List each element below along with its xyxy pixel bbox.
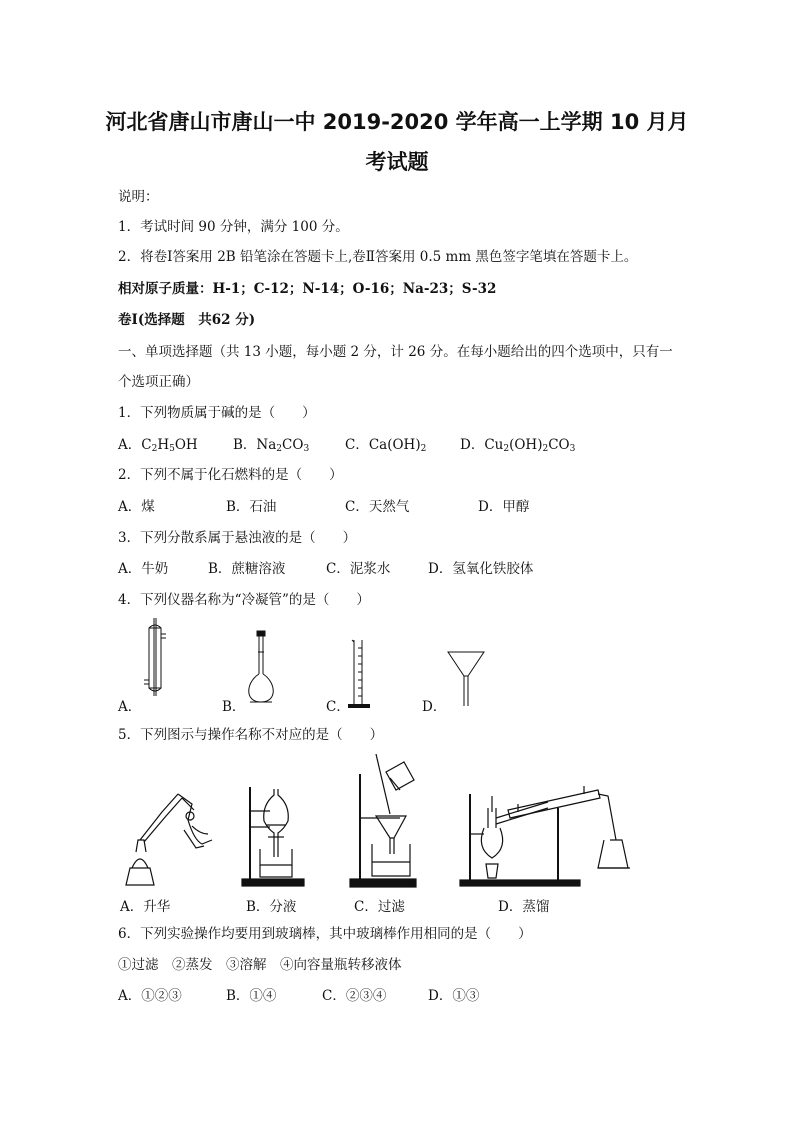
question-3-option-b: B．蔗糖溶液	[208, 561, 286, 577]
distillation-apparatus-icon	[458, 768, 638, 888]
section-title: 卷Ⅰ(选择题 共62 分)	[118, 312, 256, 328]
question-4-stem: 4．下列仪器名称为“冷凝管”的是（ ）	[118, 592, 370, 608]
instruction-item-2: 2．将卷Ⅰ答案用 2B 铅笔涂在答题卡上,卷Ⅱ答案用 0.5 mm 黑色签字笔填在答题卡上。	[118, 249, 638, 265]
question-2-option-d: D．甲醇	[478, 499, 530, 515]
question-5-option-c: C．过滤	[354, 899, 405, 915]
graduated-cylinder-icon	[348, 640, 370, 708]
question-5-stem: 5．下列图示与操作名称不对应的是（ ）	[118, 727, 384, 743]
question-5-option-d: D．蒸馏	[498, 899, 550, 915]
title-line-2: 考试题	[365, 150, 429, 174]
question-4-option-d: D．	[422, 699, 447, 715]
question-1-option-b: B．$Na_2CO_3$	[233, 437, 310, 454]
question-4-option-a: A．	[118, 699, 142, 715]
separatory-funnel-apparatus-icon	[240, 785, 310, 887]
question-2-option-a: A．煤	[118, 499, 155, 515]
question-2-stem: 2．下列不属于化石燃料的是（ ）	[118, 467, 343, 483]
question-6-option-a: A．①②③	[118, 988, 182, 1004]
funnel-icon	[446, 650, 486, 708]
question-2-option-b: B．石油	[226, 499, 277, 515]
instruction-item-1: 1．考试时间 90 分钟，满分 100 分。	[118, 219, 349, 235]
sublimation-apparatus-icon	[118, 790, 218, 890]
question-5-option-b: B．分液	[246, 899, 297, 915]
question-3-stem: 3．下列分散系属于悬浊液的是（ ）	[118, 530, 357, 546]
question-6-option-d: D．①③	[428, 988, 480, 1004]
volumetric-flask-icon	[242, 630, 282, 706]
question-1-option-a: A．$C_2H_5OH$	[118, 437, 198, 454]
question-1-stem: 1．下列物质属于碱的是（ ）	[118, 405, 316, 421]
section-desc-line-2: 个选项正确）	[118, 374, 199, 390]
question-3-option-a: A．牛奶	[118, 561, 169, 577]
question-1-option-c: C．$Ca(OH)_2$	[345, 437, 427, 454]
condenser-icon	[140, 618, 170, 698]
question-2-option-c: C．天然气	[345, 499, 410, 515]
question-3-option-d: D．氢氧化铁胶体	[428, 561, 534, 577]
question-1-option-d: D．$Cu_2(OH)_2CO_3$	[460, 437, 576, 454]
question-4-option-c: C．	[326, 699, 350, 715]
question-5-option-a: A．升华	[120, 899, 171, 915]
instructions-heading: 说明：	[118, 189, 159, 205]
question-4-option-b: B．	[222, 699, 246, 715]
question-3-option-c: C．泥浆水	[326, 561, 391, 577]
question-6-option-c: C．②③④	[322, 988, 387, 1004]
question-6-stem: 6．下列实验操作均要用到玻璃棒，其中玻璃棒作用相同的是（ ）	[118, 926, 532, 942]
question-6-option-b: B．①④	[226, 988, 277, 1004]
atomic-masses: 相对原子质量：H-1；C-12；N-14；O-16；Na-23；S-32	[118, 281, 497, 297]
filtration-apparatus-icon	[346, 752, 426, 888]
title-line-1: 河北省唐山市唐山一中 2019-2020 学年高一上学期 10 月月	[105, 110, 689, 134]
question-6-sub-items: ①过滤 ②蒸发 ③溶解 ④向容量瓶转移液体	[118, 957, 402, 973]
section-desc-line-1: 一、单项选择题（共 13 小题，每小题 2 分，计 26 分。在每小题给出的四个选项中，只有一	[118, 344, 673, 360]
